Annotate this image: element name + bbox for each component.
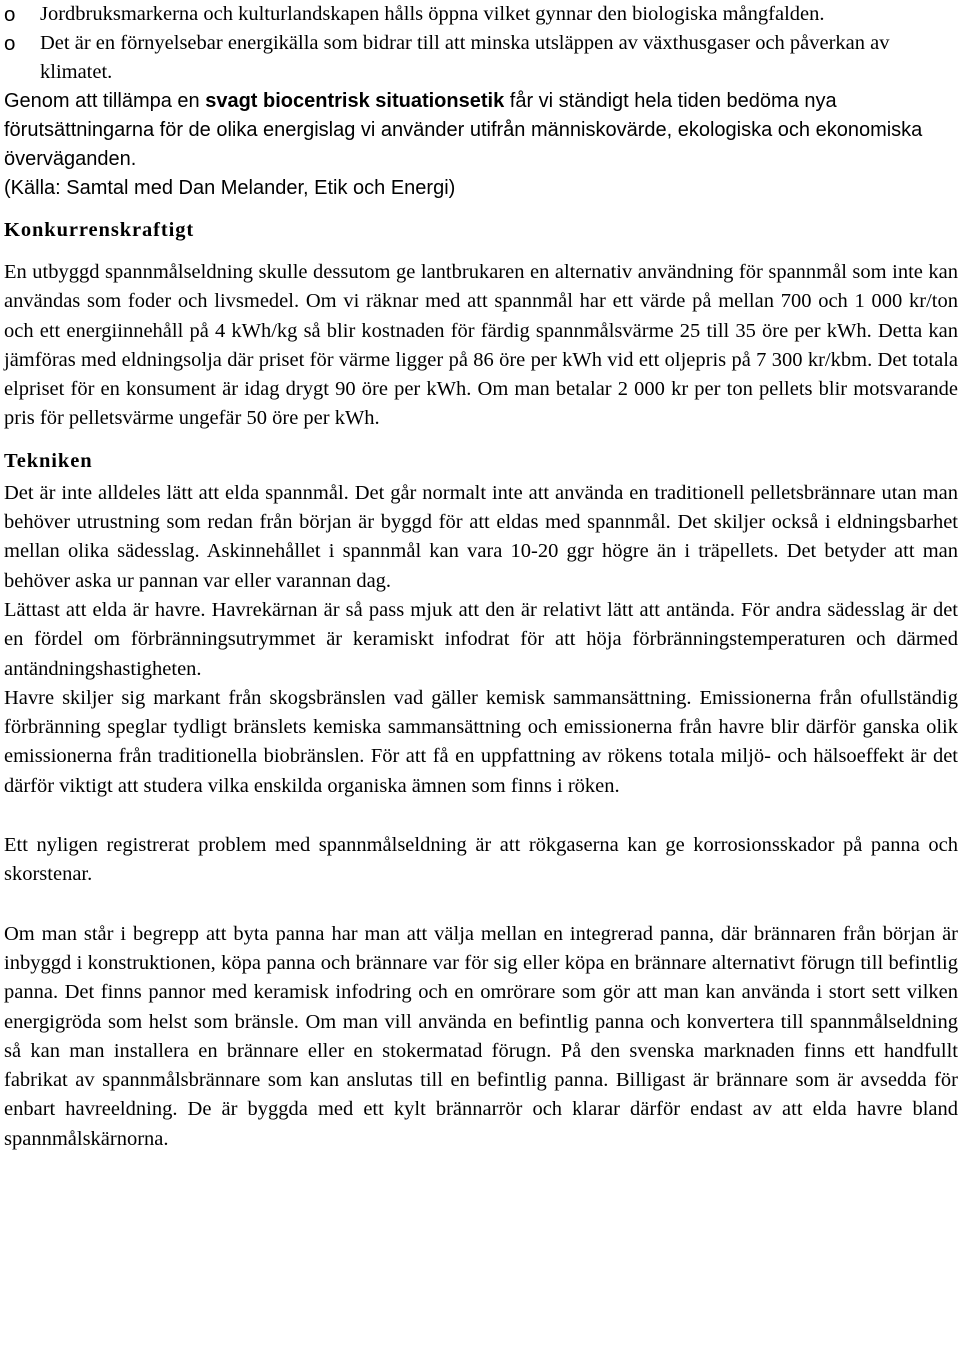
list-item [4, 0, 958, 29]
ethics-source: (Källa: Samtal med Dan Melander, Etik och Energi) [4, 177, 456, 199]
tekniken-paragraph-4: Ett nyligen registrerat problem med spannmålseldning är att rökgaserna kan ge korrosionsskador på panna och skorstenar. [4, 834, 958, 886]
ethics-text-after: får vi ständigt hela tiden bedöma nya förutsättningarna för de olika energislag vi använder utifrån människovärde, ekologiska och ekonomiska överväganden. [4, 90, 923, 170]
benefits-list [4, 0, 958, 87]
konkurrens-paragraph: En utbyggd spannmålseldning skulle dessutom ge lantbrukaren en alternativ användning för spannmål som inte kan användas som foder och livsmedel. Om vi räknar med att spannmål har ett värde på mellan 700 och 1 000 kr/ton och ett energiinnehåll på 4 kWh/kg så blir kostnaden för färdig spannmålsvärme 25 till 35 öre per kWh. Detta kan jämföras med eldningsolja där priset för värme ligger på 86 öre per kWh vid ett oljepris på 7 300 kr/kbm. Det totala elpriset för en konsument är idag drygt 90 öre per kWh. Om man betalar 2 000 kr per ton pellets blir motsvarande pris för pelletsvärme ungefär 50 öre per kWh. [4, 261, 958, 430]
bullet-marker: o [4, 3, 16, 26]
ethics-bold-term: svagt biocentrisk situationsetik [205, 90, 505, 112]
bullet-marker: o [4, 32, 16, 55]
ethics-text-before: Genom att tillämpa en [4, 90, 206, 112]
ethics-paragraph [4, 87, 958, 174]
list-item-text: Jordbruksmarkerna och kulturlandskapen hålls öppna vilket gynnar den biologiska mångfalden. [40, 3, 825, 25]
tekniken-paragraph-1: Det är inte alldeles lätt att elda spannmål. Det går normalt inte att använda en traditionell pelletsbrännare utan man behöver utrustning som redan från början är byggd för att eldas med spannmål. Det skiljer också i eldningsbarhet mellan olika sädesslag. Askinnehållet i spannmål kan vara 10-20 ggr högre än i träpellets. Det betyder att man behöver aska ur pannan var eller varannan dag. [4, 481, 958, 592]
list-item-text: Det är en förnyelsebar energikälla som bidrar till att minska utsläppen av växthusgaser och påverkan av klimatet. [40, 32, 890, 83]
tekniken-paragraph-3: Havre skiljer sig markant från skogsbränslen vad gäller kemisk sammansättning. Emissionerna från ofullständig förbränning speglar tydligt bränslets kemiska sammansättning och emissionerna från havre blir därför ganska olik emissionerna från traditionella biobränslen. För att få en uppfattning av rökens totala miljö- och hälsoeffekt är det därför viktigt att studera vilka enskilda organiska ämnen som finns i röken. [4, 686, 958, 797]
tekniken-paragraph-5: Om man står i begrepp att byta panna har man att välja mellan en integrerad panna, där brännaren från början är inbyggd i konstruktionen, köpa panna och brännare var för sig eller köpa en brännare alternativt förugn till befintlig panna. Det finns pannor med keramisk infodring och en omrörare som gör att man kan använda i stort sett vilken energigröda som helst som bränsle. Om man vill använda en befintlig panna och konvertera till spannmålseldning så kan man installera en brännare eller en stokermatad förugn. På den svenska marknaden finns ett handfullt fabrikat av spannmålsbrännare som kan anslutas till en befintlig panna. Billigast är brännare som är avsedda för enbart havreeldning. De är byggda med ett kylt brännarrör och klarar därför endast av att elda havre bland spannmålskärnorna. [4, 922, 958, 1150]
list-item [4, 29, 958, 87]
tekniken-paragraph-2: Lättast att elda är havre. Havrekärnan är så pass mjuk att den är relativt lätt att antända. För andra sädesslag är det en fördel om förbränningsutrymmet är keramiskt infodrat för att höja förbränningstemperaturen och därmed antändningshastigheten. [4, 598, 958, 680]
heading-tekniken: Tekniken [4, 449, 93, 472]
heading-konkurrenskraftigt: Konkurrenskraftigt [4, 219, 195, 241]
document-page [4, 0, 958, 1154]
